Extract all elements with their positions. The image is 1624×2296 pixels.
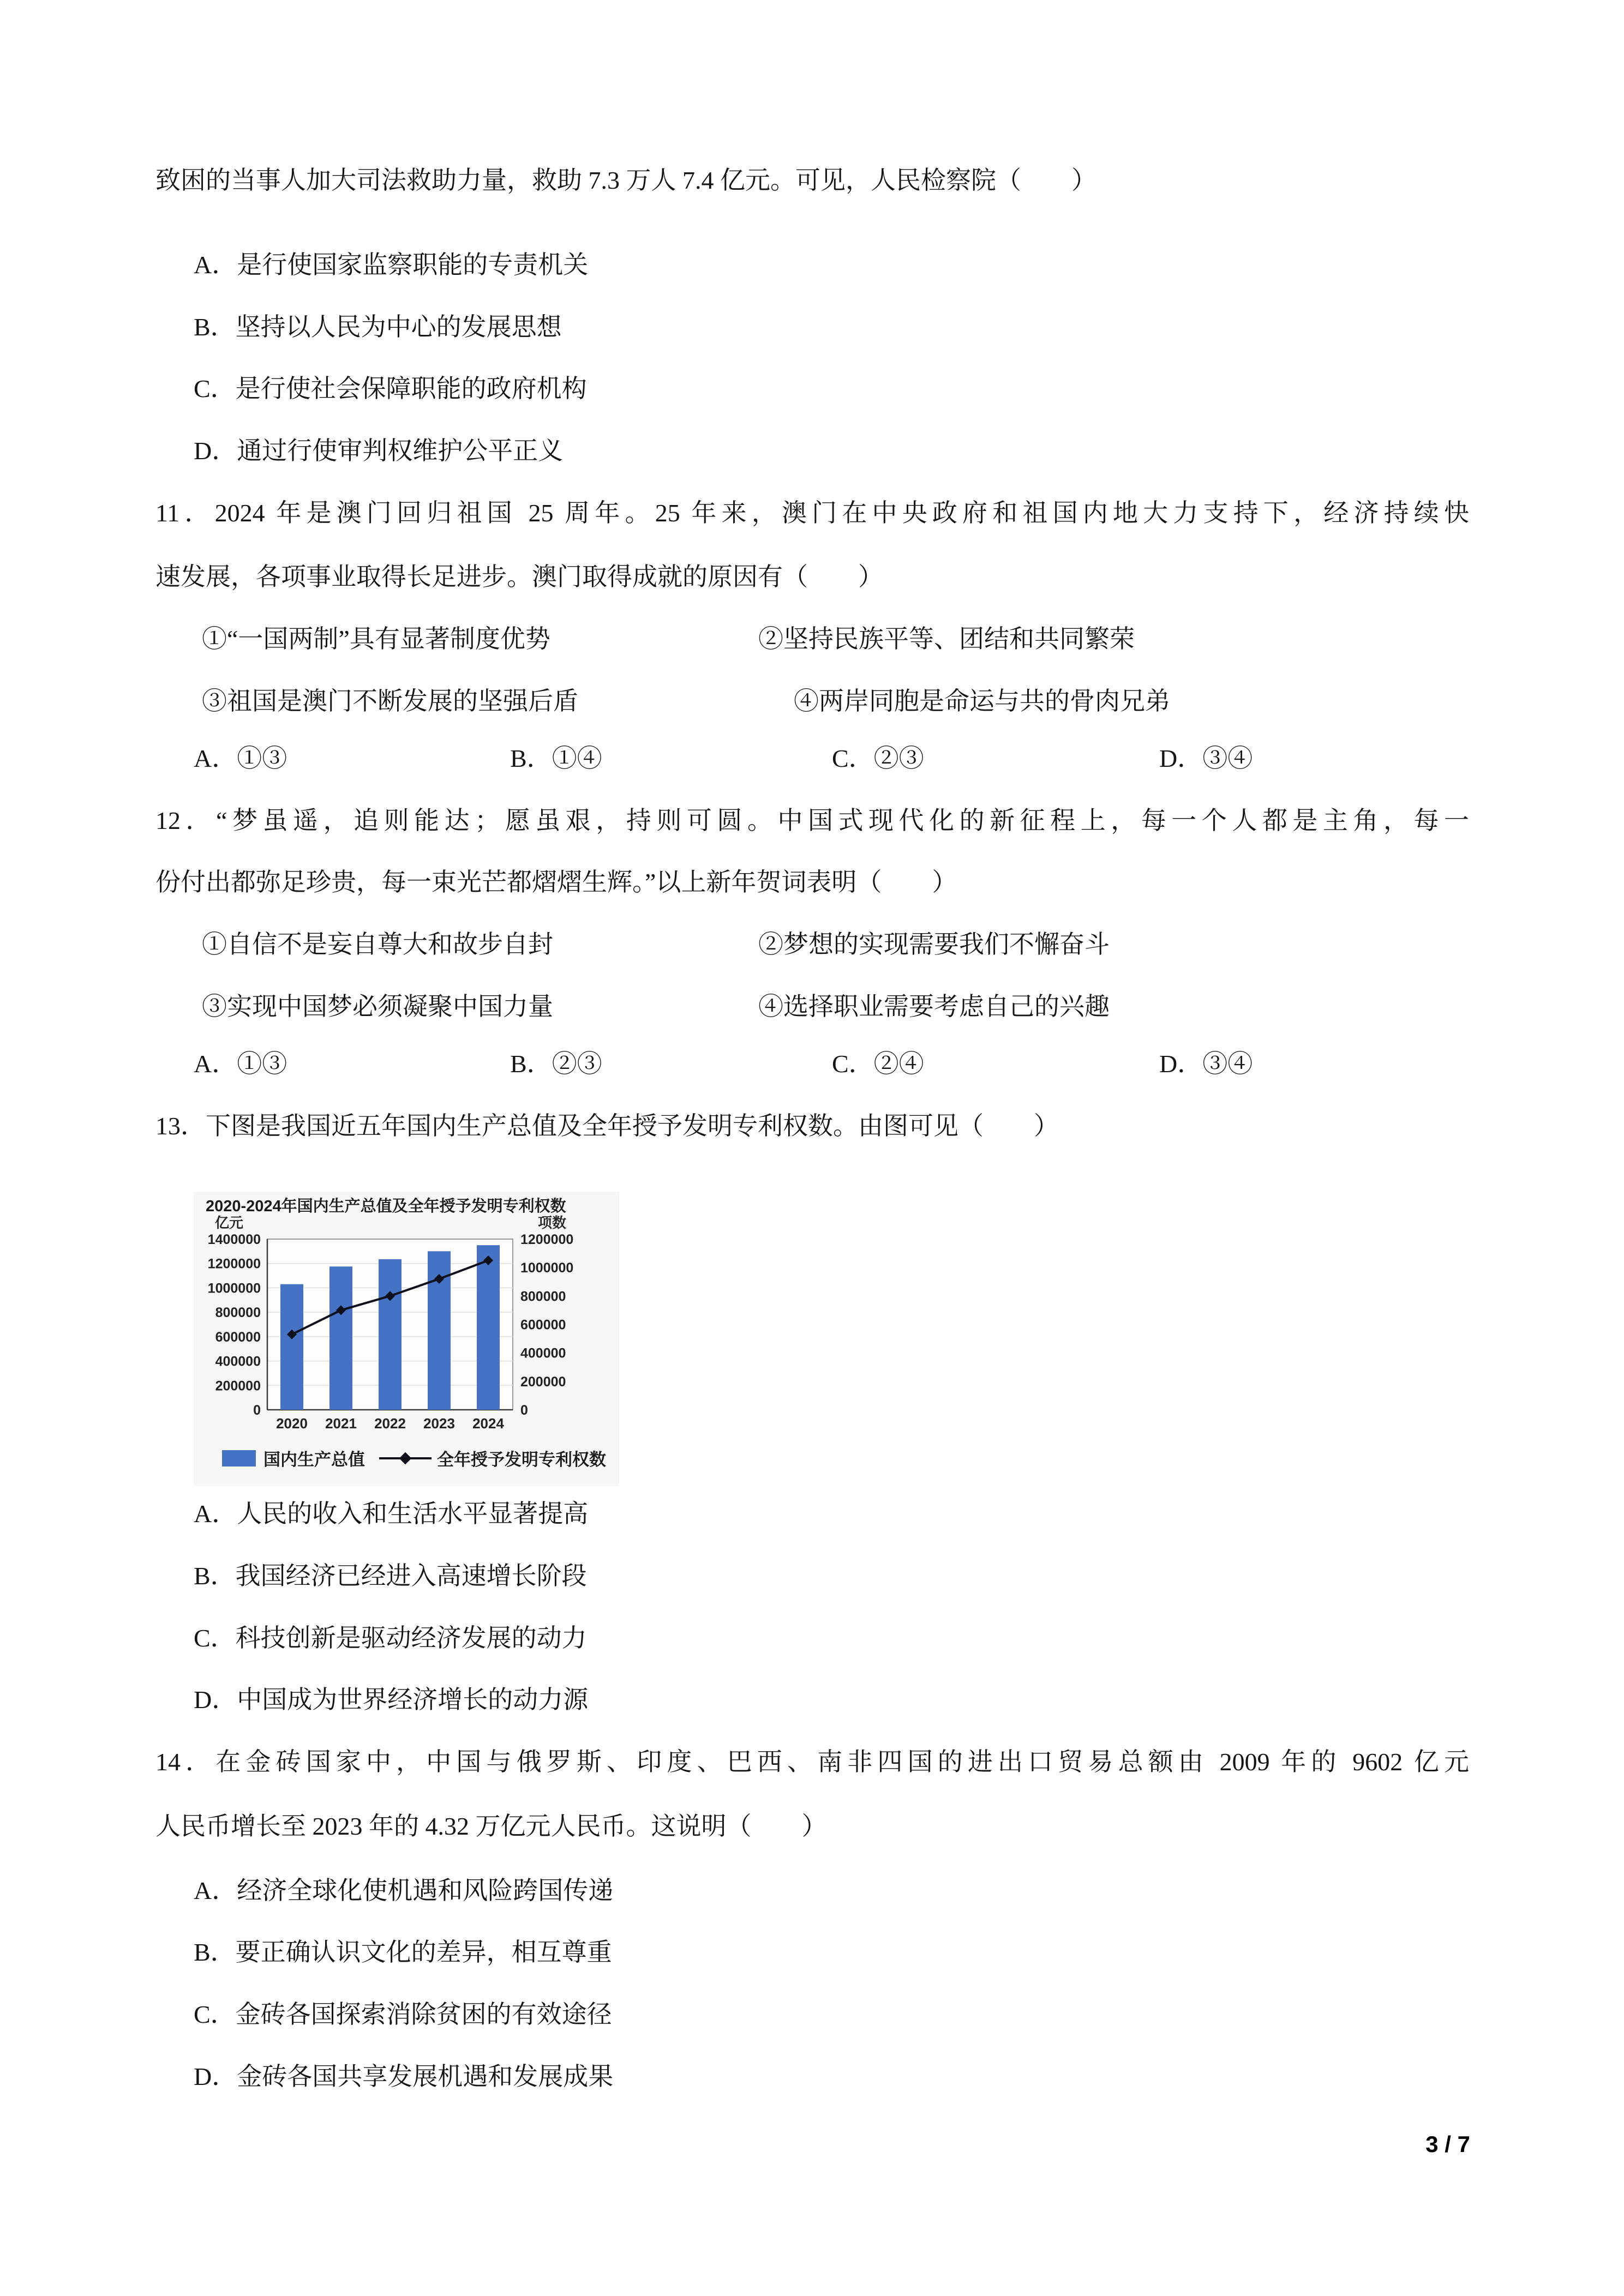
- q12-stem-line-2: 份付出都弥足珍贵，每一束光芒都熠熠生辉。”以上新年贺词表明（ ）: [155, 868, 957, 896]
- gdp-patent-chart: [194, 1215, 619, 1444]
- svg-text:200000: 200000: [520, 1374, 566, 1390]
- q14-option-a: A．经济全球化使机遇和风险跨国传递: [194, 1877, 614, 1904]
- q11-statement-4: ④两岸同胞是命运与共的骨肉兄弟: [794, 687, 1170, 715]
- page-number: 3 / 7: [1425, 2131, 1470, 2157]
- q11-statement-1: ①“一国两制”具有显著制度优势: [202, 625, 550, 653]
- gdp-patent-chart-figure: [194, 1192, 619, 1486]
- q12-statement-4: ④选择职业需要考虑自己的兴趣: [758, 993, 1110, 1020]
- svg-text:2024: 2024: [472, 1415, 504, 1432]
- svg-text:0: 0: [520, 1403, 528, 1418]
- legend-bar-label: 国内生产总值: [263, 1450, 365, 1469]
- q11-statement-2: ②坚持民族平等、团结和共同繁荣: [758, 625, 1135, 653]
- svg-text:1200000: 1200000: [207, 1256, 261, 1272]
- q12-choice-c: C．②④: [832, 1050, 924, 1078]
- legend-bar-swatch-icon: [222, 1450, 256, 1466]
- svg-text:1200000: 1200000: [520, 1232, 574, 1247]
- svg-text:600000: 600000: [215, 1329, 261, 1345]
- q11-choices-row: [0, 742, 1624, 776]
- svg-text:800000: 800000: [215, 1305, 261, 1321]
- q13-option-d: D．中国成为世界经济增长的动力源: [194, 1686, 589, 1714]
- q12-statements-row-1: [0, 928, 1624, 961]
- q12-choices-row: [0, 1047, 1624, 1081]
- q13-stem: 13．下图是我国近五年国内生产总值及全年授予发明专利权数。由图可见（ ）: [155, 1112, 1059, 1140]
- svg-text:2021: 2021: [325, 1415, 357, 1432]
- q10-option-d: D．通过行使审判权维护公平正义: [194, 437, 564, 465]
- q13-option-a: A．人民的收入和生活水平显著提高: [194, 1500, 589, 1528]
- q12-statements-row-2: [0, 990, 1624, 1024]
- q11-stem-line-1: 11．2024 年是澳门回归祖国 25 周年。25 年来，澳门在中央政府和祖国内地大力支持下，经济持续快: [155, 499, 1469, 527]
- legend-line-label: 全年授予发明专利权数: [437, 1450, 606, 1469]
- q11-choice-b: B．①④: [510, 744, 602, 772]
- q12-stem-line-1: 12．“梦虽遥，追则能达；愿虽艰，持则可圆。中国式现代化的新征程上，每一个人都是主角，每一: [155, 807, 1469, 834]
- chart-title: 2020-2024年国内生产总值及全年授予发明专利权数: [206, 1198, 566, 1215]
- svg-text:2020: 2020: [276, 1415, 308, 1432]
- q11-statements-row-1: [0, 622, 1624, 656]
- q10-option-b: B．坚持以人民为中心的发展思想: [194, 313, 562, 341]
- q11-choice-d: D．③④: [1159, 744, 1253, 772]
- svg-text:800000: 800000: [520, 1289, 566, 1305]
- svg-text:2023: 2023: [423, 1415, 455, 1432]
- q11-choice-c: C．②③: [832, 744, 924, 772]
- q12-choice-b: B．②③: [510, 1050, 602, 1078]
- q12-choice-a: A．①③: [194, 1050, 287, 1078]
- q14-option-c: C．金砖各国探索消除贫困的有效途径: [194, 2000, 612, 2028]
- q14-option-d: D．金砖各国共享发展机遇和发展成果: [194, 2063, 614, 2090]
- svg-text:2022: 2022: [374, 1415, 406, 1432]
- q13-option-b: B．我国经济已经进入高速增长阶段: [194, 1562, 587, 1590]
- legend-line-marker-icon: [379, 1450, 432, 1466]
- svg-text:600000: 600000: [520, 1317, 566, 1333]
- q10-option-a: A．是行使国家监察职能的专责机关: [194, 251, 589, 279]
- q12-statement-3: ③实现中国梦必须凝聚中国力量: [202, 993, 553, 1020]
- q11-stem-line-2: 速发展，各项事业取得长足进步。澳门取得成就的原因有（ ）: [155, 563, 883, 591]
- svg-text:400000: 400000: [520, 1345, 566, 1361]
- q10-option-c: C．是行使社会保障职能的政府机构: [194, 375, 587, 402]
- q11-choice-a: A．①③: [194, 744, 287, 772]
- q12-statement-2: ②梦想的实现需要我们不懈奋斗: [758, 930, 1110, 958]
- svg-text:200000: 200000: [215, 1378, 261, 1394]
- chart-legend: [222, 1446, 606, 1470]
- svg-text:1000000: 1000000: [207, 1281, 261, 1296]
- q11-statements-row-2: [0, 684, 1624, 718]
- q14-stem-line-1: 14．在金砖国家中，中国与俄罗斯、印度、巴西、南非四国的进出口贸易总额由 2009 年的 9602 亿元: [155, 1748, 1469, 1776]
- q14-stem-line-2: 人民币增长至 2023 年的 4.32 万亿元人民币。这说明（ ）: [155, 1812, 827, 1840]
- q12-choice-d: D．③④: [1159, 1050, 1253, 1078]
- q14-option-b: B．要正确认识文化的差异，相互尊重: [194, 1938, 612, 1966]
- svg-text:亿元: 亿元: [214, 1215, 244, 1231]
- q13-option-c: C．科技创新是驱动经济发展的动力: [194, 1624, 587, 1652]
- svg-text:项数: 项数: [537, 1215, 567, 1231]
- q10-stem-continuation: 致困的当事人加大司法救助力量，救助 7.3 万人 7.4 亿元。可见，人民检察院（ ）: [155, 166, 1096, 194]
- svg-text:1000000: 1000000: [520, 1260, 574, 1276]
- q11-statement-3: ③祖国是澳门不断发展的坚强后盾: [202, 687, 578, 715]
- svg-text:1400000: 1400000: [207, 1232, 261, 1247]
- q12-statement-1: ①自信不是妄自尊大和故步自封: [202, 930, 553, 958]
- svg-text:0: 0: [253, 1403, 261, 1418]
- svg-text:400000: 400000: [215, 1354, 261, 1369]
